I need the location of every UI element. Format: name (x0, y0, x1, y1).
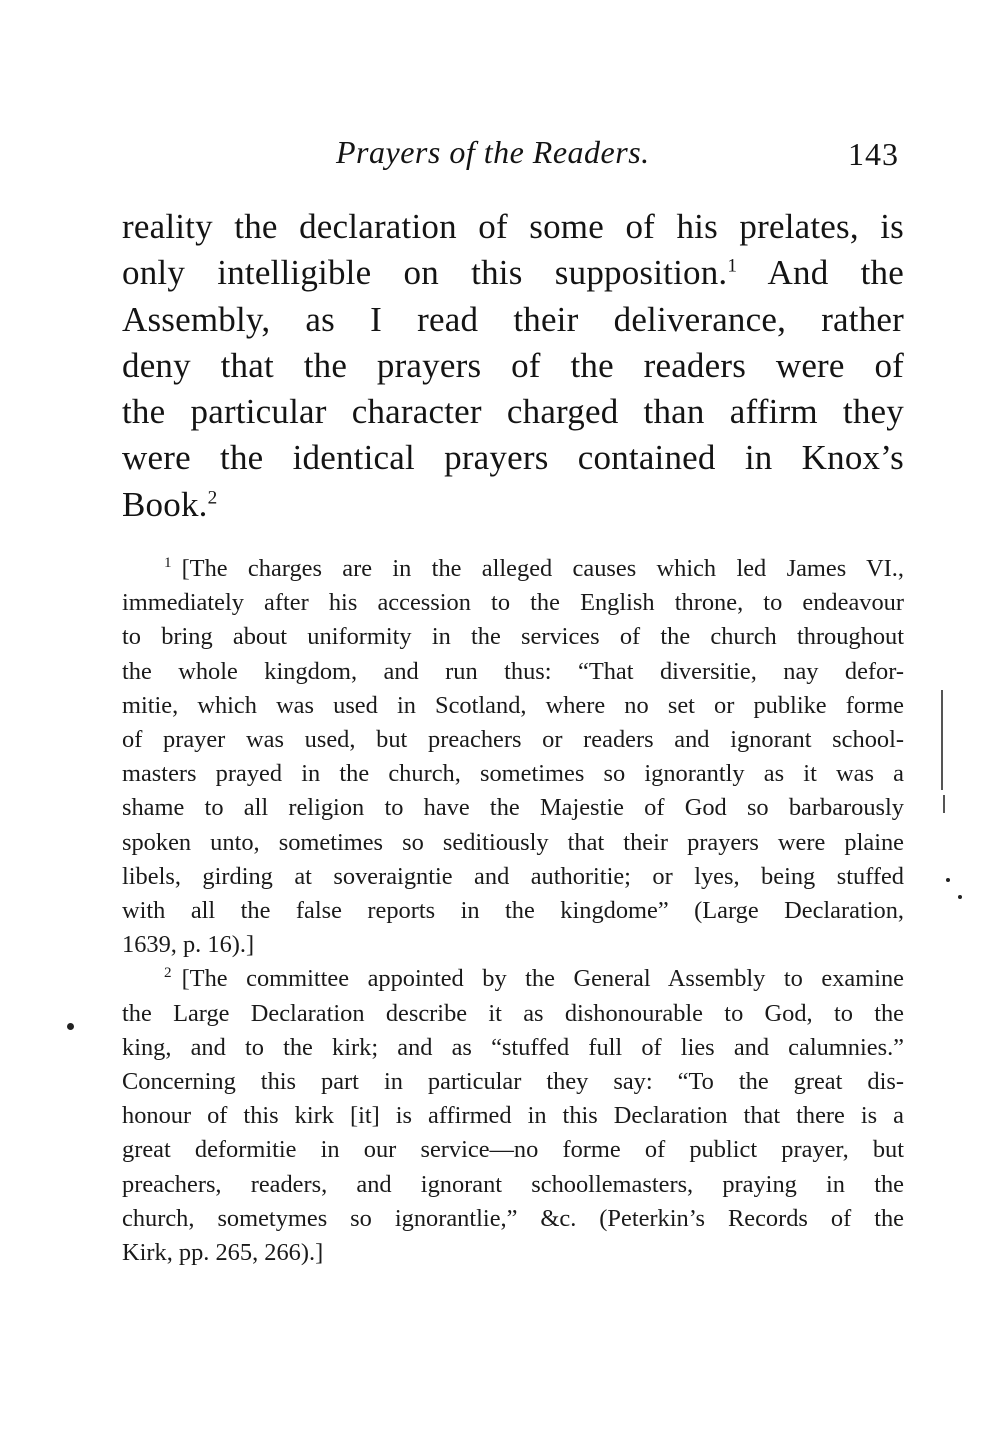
body-line: were the identical prayers contained in Knox’s (122, 438, 904, 478)
footnote-line: the Large Declaration describe it as dishonourable to God, to the (122, 999, 904, 1027)
body-line: Book.$^2$ (122, 484, 218, 524)
footnote-line: great deformitie in our service—no forme of publict prayer, but (122, 1136, 904, 1164)
footnote-line: preachers, readers, and ignorant schoollemasters, praying in the (122, 1170, 904, 1198)
footnote-line: 1639, p. 16).] (122, 931, 255, 959)
footnote-2 (122, 962, 904, 1270)
footnote-marker: 2 (164, 965, 172, 982)
body-line: Assembly, as I read their deliverance, rather (122, 299, 904, 339)
body-line: deny that the prayers of the readers were of (122, 345, 904, 385)
page-header (0, 134, 1000, 180)
footnote-reference: 1 (727, 255, 738, 277)
running-title: Prayers of the Readers. (336, 134, 650, 170)
footnote-line: masters prayed in the church, sometimes so ignorantly as it was a (122, 760, 904, 788)
footnote-line: to bring about uniformity in the services of the church throughout (122, 623, 904, 651)
footnote-line: mitie, which was used in Scotland, where no set or publike forme (122, 691, 904, 719)
footnote-line: immediately after his accession to the English throne, to endeavour (122, 589, 904, 617)
footnote-line: church, sometymes so ignorantlie,” &c. (Peterkin’s Records of the (122, 1204, 904, 1232)
scan-mark (943, 795, 945, 813)
footnote-marker: 1 (164, 554, 172, 571)
footnote-line: king, and to the kirk; and as “stuffed full of lies and calumnies.” (122, 1033, 904, 1061)
footnote-line: honour of this kirk [it] is affirmed in this Declaration that there is a (122, 1102, 904, 1130)
body-line: reality the declaration of some of his prelates, is (122, 207, 904, 246)
scan-speck (67, 1023, 74, 1030)
footnote-line: Kirk, pp. 265, 266).] (122, 1239, 324, 1267)
footnotes (122, 552, 904, 1270)
footnote-line: $^2$ [The committee appointed by the General Assembly to examine (164, 965, 904, 993)
footnote-line: with all the false reports in the kingdome” (Large Declaration, (122, 897, 904, 925)
footnote-reference: 2 (207, 487, 218, 509)
footnote-line: Concerning this part in particular they say: “To the great dis- (122, 1068, 904, 1096)
body-line: only intelligible on this supposition.$^1$ And the (122, 253, 904, 293)
footnote-line: of prayer was used, but preachers or readers and ignorant school- (122, 726, 904, 754)
scan-speck (946, 878, 950, 882)
footnote-line: the whole kingdom, and run thus: “That diversitie, nay defor- (122, 657, 904, 685)
body-line: the particular character charged than affirm they (122, 392, 904, 432)
scan-speck (958, 895, 962, 899)
footnote-line: shame to all religion to have the Majestie of God so barbarously (122, 794, 904, 822)
main-text (122, 204, 904, 528)
scan-mark (941, 690, 943, 790)
page-number: 143 (848, 136, 899, 172)
footnote-line: spoken unto, sometimes so seditiously that their prayers were plaine (122, 828, 904, 856)
footnote-line: libels, girding at soveraigntie and authoritie; or lyes, being stuffed (122, 862, 904, 890)
footnote-line: $^1$ [The charges are in the alleged causes which led James VI., (164, 554, 904, 582)
footnote-1 (122, 552, 904, 962)
